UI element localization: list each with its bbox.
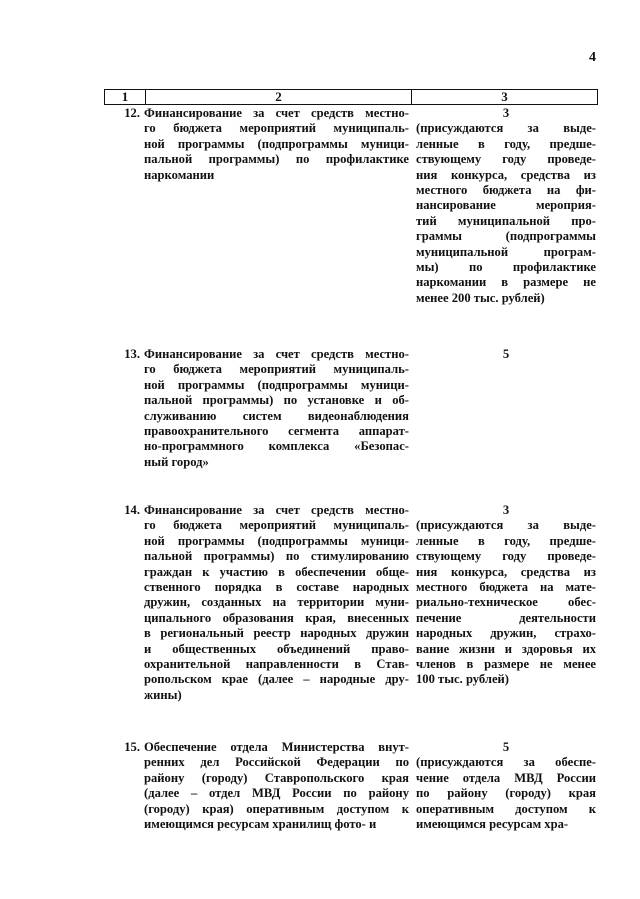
header-col-3: 3 <box>412 90 598 105</box>
description-line: Финансирование за счет средств местно- <box>144 347 409 361</box>
score-note-line: муниципальной програм- <box>416 244 596 259</box>
description-line: наркомании <box>144 167 215 182</box>
description-line: (городу) края) оперативным доступом к <box>144 801 409 816</box>
description-line: го бюджета мероприятий муниципаль- <box>144 121 409 136</box>
description-line: ственного порядка в составе народных <box>144 580 409 595</box>
score-note-line: (присуждаются за выде- <box>416 121 596 136</box>
description-line: Финансирование за счет средств местно- <box>144 106 409 120</box>
score-note-line: тий муниципальной про- <box>416 213 596 228</box>
score-note-line: 100 тыс. рублей) <box>416 672 510 687</box>
row-value-cell <box>416 106 596 306</box>
row-value-cell <box>416 503 596 688</box>
score-note-line: членов в размере не менее <box>416 657 596 672</box>
score-value: 5 <box>502 347 510 361</box>
description-line: (далее – отдел МВД России по району <box>144 786 409 801</box>
score-note-line: оперативным доступом к <box>416 801 596 816</box>
score-note-line: ленные в году, предше- <box>416 136 596 151</box>
description-line: пальной программы) по профилактике <box>144 152 409 167</box>
score-note-line: местного бюджета на мате- <box>416 580 596 595</box>
description-line: ный город» <box>144 454 209 469</box>
score-note-line: ствующему году проведе- <box>416 549 596 564</box>
description-line: служиванию систем видеонаблюдения <box>144 408 409 423</box>
score-note-line: нансирование мероприя- <box>416 198 596 213</box>
score-note-line: по району (городу) края <box>416 786 596 801</box>
score-note-line: народных дружин, страхо- <box>416 626 596 641</box>
score-note-line: вание жизни и здоровья их <box>416 641 596 656</box>
header-col-2: 2 <box>146 90 412 105</box>
score-note-line: ния конкурса, средства из <box>416 167 596 182</box>
description-line: го бюджета мероприятий муниципаль- <box>144 362 409 377</box>
description-line: имеющимся ресурсам хранилищ фото- и <box>144 817 377 832</box>
description-line: но-программного комплекса «Безопас- <box>144 439 409 454</box>
score-note-line: чение отдела МВД России <box>416 770 596 785</box>
description-line: ропольском крае (далее – народные дру- <box>144 672 409 687</box>
score-note-line: печение деятельности <box>416 610 596 625</box>
description-line: в региональный реестр народных дружин <box>144 626 409 641</box>
header-col-1: 1 <box>105 90 146 105</box>
row-number: 14. <box>124 503 140 517</box>
description-line: ной программы (подпрограммы муници- <box>144 533 409 548</box>
score-value: 3 <box>502 106 510 120</box>
row-value-cell <box>416 347 596 362</box>
description-line: жины) <box>144 687 182 702</box>
score-note-line: (присуждаются за выде- <box>416 518 596 533</box>
description-line: району (городу) Ставропольского края <box>144 770 409 785</box>
description-line: ной программы (подпрограммы муници- <box>144 136 409 151</box>
score-note-line: риально-техническое обес- <box>416 595 596 610</box>
row-description <box>144 347 409 470</box>
page-number: 4 <box>589 50 596 65</box>
description-line: пальной программы) по установке и об- <box>144 393 409 408</box>
row-description <box>144 740 409 832</box>
score-note-line: (присуждаются за обеспе- <box>416 755 596 770</box>
score-value: 5 <box>502 740 510 754</box>
score-note-line: менее 200 тыс. рублей) <box>416 290 545 305</box>
score-note-line: мы) по профилактике <box>416 260 596 275</box>
score-note-line: ленные в году, предше- <box>416 533 596 548</box>
score-note-line: граммы (подпрограммы <box>416 229 596 244</box>
description-line: Финансирование за счет средств местно- <box>144 503 409 517</box>
description-line: ципального образования края, внесенных <box>144 610 409 625</box>
row-description <box>144 106 409 183</box>
row-number: 13. <box>124 347 140 361</box>
description-line: ной программы (подпрограммы муници- <box>144 377 409 392</box>
row-number: 15. <box>124 740 140 754</box>
description-line: и общественных объединений право- <box>144 641 409 656</box>
row-description <box>144 503 409 703</box>
description-line: дружин, созданных на территории муни- <box>144 595 409 610</box>
score-note-line: ния конкурса, средства из <box>416 564 596 579</box>
score-note-line: местного бюджета на фи- <box>416 183 596 198</box>
score-note-line: наркомании в размере не <box>416 275 596 290</box>
description-line: граждан к участию в обеспечении обще- <box>144 564 409 579</box>
description-line: Обеспечение отдела Министерства внут- <box>144 740 409 754</box>
row-value-cell <box>416 740 596 832</box>
row-number: 12. <box>124 106 140 120</box>
description-line: ренних дел Российской Федерации по <box>144 755 409 770</box>
score-value: 3 <box>502 503 510 517</box>
description-line: го бюджета мероприятий муниципаль- <box>144 518 409 533</box>
description-line: пальной программы) по стимулированию <box>144 549 409 564</box>
description-line: правоохранительного сегмента аппарат- <box>144 424 409 439</box>
description-line: охранительной направленности в Став- <box>144 657 409 672</box>
score-note-line: имеющимся ресурсам хра- <box>416 817 569 832</box>
score-note-line: ствующему году проведе- <box>416 152 596 167</box>
table-header <box>104 89 598 105</box>
